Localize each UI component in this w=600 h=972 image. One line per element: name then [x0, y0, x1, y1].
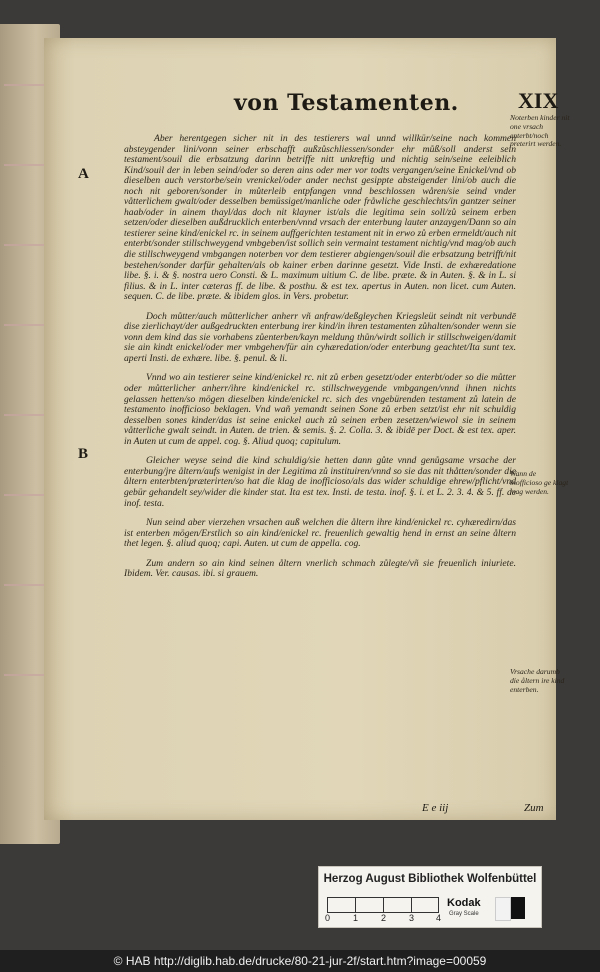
folio-number: XIX	[518, 88, 559, 113]
margin-letter-b: B	[78, 446, 89, 462]
page-header-title: von Testamenten.	[234, 90, 459, 116]
catchword: Zum	[524, 802, 544, 814]
ruler-number: 1	[353, 913, 359, 923]
paragraph-4: Gleicher weyse seind die kind schuldig/sie hetten dann gůte vnnd genůgsame vrsache der enterbung/jre åltern/aufs wenigist in der Legitima zů instituiren/vnnd so sie das nit thåtten/sonder die åltern enterbten/præterirten/so hat die klag de inofficioso/als das wider schuldige ehrew/pflicht/vnd gebür gehandelt sey/wider die kinder stat. Ita est tex. Insti. de testa. inof. §. i. et L. 2. 3. 4. & 5. ff. de inof. testa.	[124, 455, 516, 509]
ruler-number: 3	[409, 913, 415, 923]
gray-scale-label: Gray Scale	[449, 911, 479, 917]
gray-patch-black	[511, 897, 525, 919]
kodak-logo: Kodak	[447, 897, 481, 909]
ruler-scale	[327, 897, 439, 913]
margin-note-2: Wann de inofficioso ge klagt mag werden.	[510, 469, 569, 496]
margin-letter-a: A	[78, 166, 89, 182]
ruler-number: 0	[325, 913, 331, 923]
color-reference-card	[318, 866, 542, 928]
margin-note-1: Noterben kinder nit one vrsach enterbt/noch preterirt werden.	[510, 113, 570, 149]
gray-patch-white	[495, 897, 511, 921]
library-name: Herzog August Bibliothek Wolfenbüttel	[323, 873, 537, 885]
paragraph-5: Nun seind aber vierzehen vrsachen auß welchen die åltern ihre kind/enickel rc. cyhæredirn/das ist enterben mögen/Erstlich so ain kind/enickel rc. freuenlich gewaltig hend in ernst an seine åltern thet legen. §. aliud quoq; capi. Auten. ut cum de appella. cog.	[124, 517, 516, 550]
signature-mark: E e iij	[422, 802, 449, 814]
margin-note-3: Vrsache darumb die åltern ire kind enterben.	[510, 667, 565, 694]
book-page	[44, 38, 570, 820]
ruler-number: 2	[381, 913, 387, 923]
ruler-number: 4	[436, 913, 442, 923]
paragraph-1: Aber herentgegen sicher nit in des testierers wal unnd willkür/seine nach kommen absteygender lini/vonn seiner erbschafft außzůschliessen/sonder ehr můß/soll anderst sein testament/souil die erbsatzung darinn betriffe nitt unkreftig und nichtig sein/seine eeleiblich Kind/souil der in leben seind/oder so deren ains oder mer vor todts vergangen/seine Enickel/vnd ob dieselben auch verstorbe/sein vrenickel/oder ander nechst gesippte absteigender lini/ob auch die noch nit geboren/sonder in můterleib entpfangen vnnd beschlossen wåren/sie seind vnder våtterlichem gwalt/oder desselben bemüssiget/manliche oder fråwliche geschlechts/in gantzer seiner haab/oder in ainem thayl/das doch nit klayner ist/als die legitima sein soll/zů seinem erben setzen/oder dieselben außdrucklich enterben/vnnd vrsach der enterbung lauter anzaygen/Dann so ain testierer seine kind/enickel rc. in seinem auffgerichten testament nit in erwo zů erben ermeldt/auch nit enterbt/sonder stillschweygend vmbgeben/ist sollich sein vermaint testament nichtig/vnd mag/ob auch die stillschweygend vmbgangen noterben vor dem testierer abgiengen/souil die erbsatzung betrifft/nit bestehen/sonder darfür gehalten/als ob kainer erben darinne gesetzt. Vide Insti. de exhæredatione libe. §. i. & §. nostra uero Consti. & L. maximum uitium C. de libe. præte. & in Auten. §. & in L. si filius. & in L. inter cæteras ff. de libe. & posthu. & est tex. apertus in Auten. non licet. cum Auten. sequen. C. de libe. præte. & ibidem glos. in Vers. probetur.	[124, 133, 516, 303]
paragraph-6: Zum andern so ain kind seinen åltern vnerlich schmach zůlegte/vñ sie freuenlich iniuriete. Ibidem. Ver. causas. ibi. si grauem.	[124, 557, 516, 580]
copyright-footer: © HAB http://diglib.hab.de/drucke/80-21-jur-2f/start.htm?image=00059	[0, 950, 600, 972]
paragraph-3: Vnnd wo ain testierer seine kind/enickel rc. nit zů erben gesetzt/oder enterbt/oder so die můtter oder můtterlicher anherr/ihre kind/enickel rc. stillschweygende vmbgangen/vnnd ihnen nichts gelassen hetten/so mögen dieselben kinde/enickel rc. sich des vngebürenden testament zů latein de testamento inofficioso beklagen. Vnd wañ yemandt seinen Sone zů erben setzt/ist ehr nit schuldig desselben sones kinder/das ist seine enickel auch zů seinen erben zesetzen/wiewol sie in seinem våtterliche gwalt seindt. in Auten. de trien. & semis. §. 2. Colla. 3. & ibidē per Doct. & est tex. aper. in Auten ut cum de appel. cog. §. Aliud quoq; capitulum.	[124, 372, 516, 447]
paragraph-2: Doch můtter/auch můtterlicher anherr vñ anfraw/deßgleychen Kriegsleüt seindt nit verbundē dise zierlichayt/der außgedruckten enterbung irer kind/in ihren testamenten zůhalten/sonder wenn sie vonn dem kind das sie vorhabens zůenterben/kayn meldung thůn/wirdt sollich ir stillschweigen/damit sie ain kindt enickel/oder mer vmbgehen/für ain cyhæredation/oder enterbung geachtet/Ita sunt tex. aperti Insti. de exhære. libe. §. penul. & li.	[124, 310, 516, 364]
body-text	[124, 134, 516, 589]
